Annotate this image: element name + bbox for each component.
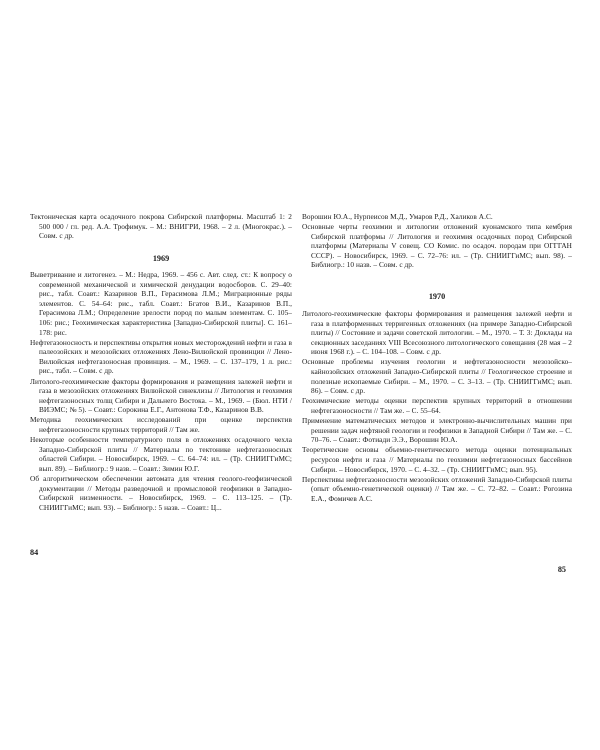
bibliography-entry: Литолого-геохимические факторы формирования и размещения залежей нефти и газа в платформенных терригенных отложениях (на примере Западно-Сибирской плиты) // Состояние и задачи советской литологии. – М., 1970. – Т. 3: Доклады на секционных заседаниях VIII Всесоюзного литологического совещания (28 мая – 2 июня 1968 г.). – С. 104–108. – Совм. с др. <box>302 309 572 357</box>
bibliography-entry: Некоторые особенности температурного поля в отложениях осадочного чехла Западно-Сибирской плиты // Материалы по тектонике нефтегазоносных областей Сибири. – Новосибирск, 1969. – С. 64–74: ил. – (Тр. СНИИГГиМС; вып. 89). – Библиогр.: 9 назв. – Соавт.: Зимин Ю.Г. <box>30 435 292 473</box>
page-number: 85 <box>557 565 566 574</box>
year-heading: 1970 <box>428 292 446 301</box>
bibliography-entry: Основные проблемы изучения геологии и нефтегазоносности мезозойско–кайнозойских отложений Западно-Сибирской плиты // Геологическое строение и полезные ископаемые Сибири. – М., 1970. – С. 3–13. – (Тр. СНИИГГиМС; вып. 86). – Совм. с др. <box>302 357 572 396</box>
bibliography-entry: Перспективы нефтегазоносности мезозойских отложений Западно-Сибирской плиты (опыт объемно-генетической оценки) // Там же. – С. 72–82. – Соавт.: Рогозина Е.А., Фомичев А.С. <box>302 474 572 503</box>
entry-list <box>30 270 292 513</box>
bibliography-entry: Нефтегазоносность и перспективы открытия новых месторождений нефти и газа в палеозойских и мезозойских отложениях Лено-Вилюйской провинции // Лено-Вилюйская нефтегазоносная провинция. – М., 1969. – С. 137–179, 1 л. рис.: рис., табл. – Совм. с др. <box>30 337 292 376</box>
bibliography-entry: Литолого-геохимические факторы формирования и размещения залежей нефти и газа в мезозойских отложениях Вилюйской синеклизы // Литология и геохимия нефтегазоносных толщ Сибири и Дальнего Востока. – М., 1969. – (Бюл. НТИ / ВИЭМС; № 5). – Соавт.: Сорокина Е.Г., Антонова Т.Ф., Казаринов В.В. <box>30 376 292 415</box>
bibliography-entry: Геохимические методы оценки перспектив крупных территорий в отношении нефтегазоносности // Там же. – С. 55–64. <box>302 396 572 415</box>
year-heading: 1969 <box>152 254 170 263</box>
entry-list-top <box>302 212 572 271</box>
bibliography-entry: Об алгоритмическом обеспечении автомата для чтения геолого-геофизической документации // Методы разведочной и промысловой геофизики в Западно-Сибирской низменности. – Новосибирск, 1969. – С. 113–125. – (Тр. СНИИГГиМС; вып. 93). – Библиогр.: 5 назв. – Соавт.: Ц... <box>30 473 292 512</box>
bibliography-entry: Теоретические основы объемно-генетического метода оценки потенциальных ресурсов нефти и газа // Материалы по геохимии нефтегазоносных бассейнов Сибири. – Новосибирск, 1970. – С. 4–32. – (Тр. СНИИГГиМС; вып. 95). <box>302 445 572 474</box>
bibliography-entry: Выветривание и литогенез. – М.: Недра, 1969. – 456 с. Авт. след. ст.: К вопросу о современной механической и химической денудации водосборов. С. 29–40: рис., табл. Соавт.: Казаринов В.П., Герасимова Л.М.; Миграционные ряды элементов. С. 54–64: рис., табл. Соавт.: Бгатов В.И., Казаринов В.П., Герасимова Л.М.; Определение зрелости пород по малым элементам. С. 105–106: рис.; Геохимическая характеристика [Западно-Сибирской плиты]. С. 161–178: рис. <box>30 270 292 337</box>
bibliography-entry-continued: Ворошин Ю.А., Нурпеисов М.Д., Умаров Р.Д., Халиков А.С. <box>302 212 493 221</box>
bibliography-entry: Тектоническая карта осадочного покрова Сибирской платформы. Масштаб 1: 2 500 000 / гл. ред. А.А. Трофимук. – М.: ВНИГРИ, 1968. – 2 л. (Многокрас.). – Совм. с др. <box>30 212 292 241</box>
bibliography-entry: Применение математических методов и электронно-вычислительных машин при решении задач нефтяной геологии и геофизики в Западной Сибири // Там же. – С. 70–76. – Соавт.: Фотиади Э.Э., Ворошин Ю.А. <box>302 416 572 445</box>
entry-list-top <box>30 212 292 241</box>
bibliography-entry: Основные черты геохимии и литологии отложений куонамского типа кембрия Сибирской платформы // Литология и геохимия осадочных пород Сибирской платформы (Материалы V совещ. СО Комис. по осадоч. породам при ОГГГАН СССР). – Новосибирск, 1969. – С. 72–76: ил. – (Тр. СНИИГГиМС; вып. 98). – Библиогр.: 10 назв. – Совм. с др. <box>302 222 572 270</box>
entry-list <box>302 309 572 504</box>
bibliography-entry: Методика геохимических исследований при оценке перспектив нефтегазоносности крупных территорий // Там же. <box>30 415 292 434</box>
page-number: 84 <box>30 548 39 557</box>
